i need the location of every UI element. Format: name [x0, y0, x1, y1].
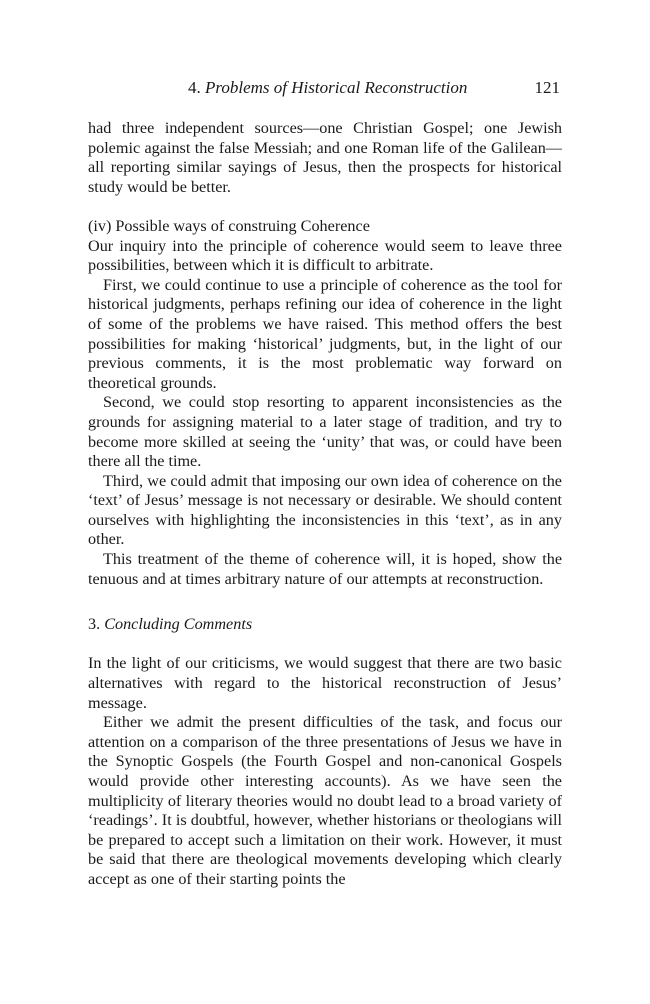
paragraph: Our inquiry into the principle of coherence would seem to leave three possibilities, between which it is difficult to arbitrate.: [88, 236, 562, 275]
paragraph: First, we could continue to use a principle of coherence as the tool for historical judgments, perhaps refining our idea of coherence in the light of some of the problems we have raised. This method offers the best possibilities for making ‘historical’ judgments, but, in the light of our previous comments, it is the most problematic way forward on theoretical grounds.: [88, 275, 562, 392]
running-header: [88, 78, 562, 100]
section-heading: [88, 615, 562, 635]
page-body: [88, 119, 562, 890]
page-number: 121: [534, 78, 560, 97]
paragraph: Third, we could admit that imposing our own idea of coherence on the ‘text’ of Jesus’ message is not necessary or desirable. We should content ourselves with highlighting the inconsistencies in this ‘text’, as in any other.: [88, 471, 562, 549]
paragraph: Either we admit the present difficulties of the task, and focus our attention on a comparison of the three presentations of Jesus we have in the Synoptic Gospels (the Fourth Gospel and non-canonical Gospels would provide other interesting accounts). As we have seen the multiplicity of literary theories would no doubt lead to a broad variety of ‘readings’. It is doubtful, however, whether historians or theologians will be prepared to accept such a limitation on their work. However, it must be said that there are theological movements developing which clearly accept as one of their starting points the: [88, 713, 562, 888]
paragraph-continuation: had three independent sources—one Christian Gospel; one Jewish polemic against the false Messiah; and one Roman life of the Galilean—all reporting similar sayings of Jesus, then the prospects for historical study would be better.: [88, 119, 562, 196]
subsection-heading: (iv) Possible ways of construing Coherence: [88, 216, 370, 235]
section-title: Concluding Comments: [104, 615, 253, 634]
chapter-heading: [188, 78, 467, 98]
section-number: 3.: [88, 615, 101, 634]
chapter-number: 4.: [188, 78, 201, 97]
paragraph: This treatment of the theme of coherence will, it is hoped, show the tenuous and at times arbitrary nature of our attempts at reconstruction.: [88, 550, 562, 588]
chapter-title: Problems of Historical Reconstruction: [205, 78, 468, 97]
paragraph: Second, we could stop resorting to apparent inconsistencies as the grounds for assigning material to a later stage of tradition, and try to become more skilled at seeing the ‘unity’ that was, or could have been there all the time.: [88, 393, 562, 471]
paragraph: In the light of our criticisms, we would suggest that there are two basic alternatives with regard to the historical reconstruction of Jesus’ message.: [88, 654, 562, 712]
